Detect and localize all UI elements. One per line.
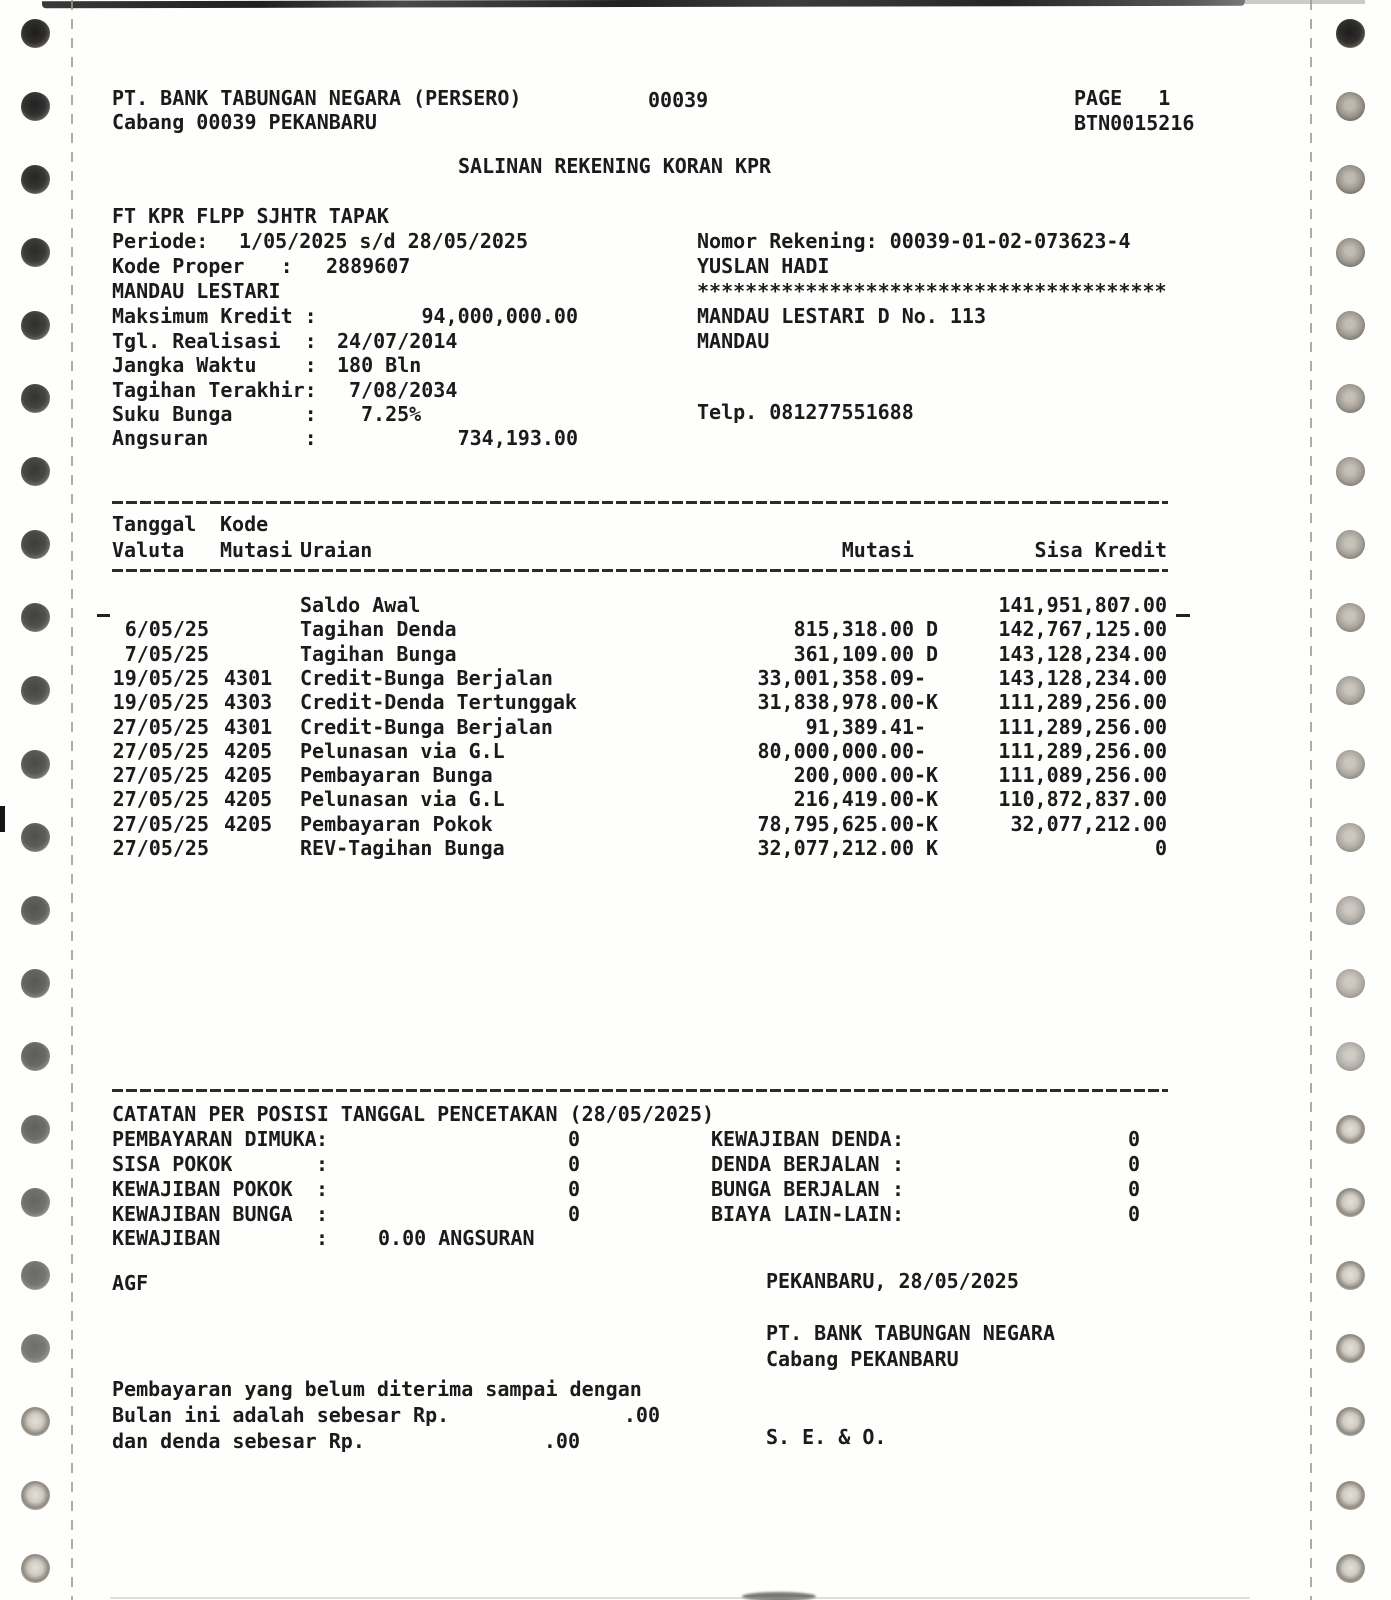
catatan-value: 0 bbox=[567, 1177, 580, 1201]
cell-kode: 4205 bbox=[224, 812, 273, 836]
address-line2: MANDAU bbox=[697, 329, 770, 353]
note-line2: Bulan ini adalah sebesar Rp. bbox=[112, 1403, 450, 1427]
cell-mutasi-suffix: D bbox=[914, 617, 939, 641]
cell-uraian: Pembayaran Pokok bbox=[300, 812, 493, 836]
cell-kode: 4303 bbox=[224, 690, 273, 714]
catatan-colon: : bbox=[316, 1152, 329, 1176]
punch-hole-left bbox=[21, 457, 50, 486]
seo-label: S. E. & O. bbox=[766, 1425, 887, 1449]
kode-proper-label: Kode Proper : bbox=[112, 254, 293, 278]
cell-uraian: REV-Tagihan Bunga bbox=[300, 836, 505, 860]
kewajiban-label: KEWAJIBAN bbox=[112, 1226, 221, 1250]
address-line1: MANDAU LESTARI D No. 113 bbox=[697, 304, 986, 328]
cell-sisa-kredit: 143,128,234.00 bbox=[998, 642, 1167, 666]
punch-hole-right bbox=[1336, 676, 1365, 705]
cell-mutasi-suffix: - bbox=[914, 715, 927, 739]
cell-valuta: 6/05/25 bbox=[124, 617, 209, 641]
punch-hole-left bbox=[21, 238, 50, 267]
punch-hole-left bbox=[21, 1042, 50, 1071]
punch-hole-left bbox=[21, 1481, 50, 1510]
page-title: SALINAN REKENING KORAN KPR bbox=[458, 154, 772, 178]
cell-mutasi-suffix: - bbox=[914, 739, 927, 763]
margin-tick-right bbox=[1176, 614, 1190, 617]
catatan-label: SISA POKOK bbox=[112, 1152, 233, 1176]
catatan-value: 0 bbox=[1127, 1202, 1140, 1226]
cell-sisa-kredit: 141,951,807.00 bbox=[998, 593, 1167, 617]
angsuran-value: 734,193.00 bbox=[457, 426, 578, 450]
punch-hole-left bbox=[21, 1407, 50, 1436]
cell-sisa-kredit: 143,128,234.00 bbox=[998, 666, 1167, 690]
catatan-label: KEWAJIBAN POKOK bbox=[112, 1177, 293, 1201]
cell-valuta: 27/05/25 bbox=[112, 787, 209, 811]
perforation-line-right bbox=[1310, 0, 1312, 1600]
catatan-value: 0 bbox=[567, 1202, 580, 1226]
punch-hole-right bbox=[1336, 92, 1365, 121]
punch-hole-right bbox=[1336, 896, 1365, 925]
punch-hole-right bbox=[1336, 311, 1365, 340]
punch-hole-right bbox=[1336, 1334, 1365, 1363]
catatan-value: 0 bbox=[1127, 1177, 1140, 1201]
cell-valuta: 27/05/25 bbox=[112, 763, 209, 787]
cell-sisa-kredit: 142,767,125.00 bbox=[998, 617, 1167, 641]
cell-valuta: 19/05/25 bbox=[112, 666, 209, 690]
cell-kode: 4205 bbox=[224, 739, 273, 763]
suku-bunga-label: Suku Bunga : bbox=[112, 402, 317, 426]
cell-valuta: 27/05/25 bbox=[112, 812, 209, 836]
cell-sisa-kredit: 111,289,256.00 bbox=[998, 739, 1167, 763]
tgl-realisasi-value: 24/07/2014 bbox=[337, 329, 458, 353]
punch-hole-left bbox=[21, 969, 50, 998]
cell-uraian: Tagihan Bunga bbox=[300, 642, 457, 666]
scan-streak-bottom bbox=[110, 1597, 1250, 1599]
punch-hole-left bbox=[21, 384, 50, 413]
signature-bank-name: PT. BANK TABUNGAN NEGARA bbox=[766, 1321, 1055, 1345]
customer-name: YUSLAN HADI bbox=[697, 254, 830, 278]
masked-line: *************************************** bbox=[697, 279, 1167, 303]
punch-hole-left bbox=[21, 676, 50, 705]
catatan-value: 0 bbox=[567, 1127, 580, 1151]
punch-hole-left bbox=[21, 603, 50, 632]
punch-hole-left bbox=[21, 1334, 50, 1363]
cell-kode: 4205 bbox=[224, 763, 273, 787]
cell-uraian: Tagihan Denda bbox=[300, 617, 457, 641]
punch-hole-left bbox=[21, 1261, 50, 1290]
cell-mutasi: 80,000,000.00 bbox=[757, 739, 914, 763]
punch-hole-right bbox=[1336, 1261, 1365, 1290]
punch-hole-left bbox=[21, 530, 50, 559]
jangka-waktu-value: 180 Bln bbox=[337, 353, 422, 377]
punch-hole-right bbox=[1336, 457, 1365, 486]
project-name: MANDAU LESTARI bbox=[112, 279, 281, 303]
punch-hole-left bbox=[21, 1115, 50, 1144]
cell-mutasi-suffix: K bbox=[914, 836, 939, 860]
catatan-label: KEWAJIBAN DENDA bbox=[711, 1127, 892, 1151]
catatan-colon: : bbox=[892, 1127, 905, 1151]
cell-uraian: Pembayaran Bunga bbox=[300, 763, 493, 787]
cell-valuta: 27/05/25 bbox=[112, 836, 209, 860]
col-header-tanggal: Tanggal bbox=[112, 512, 197, 536]
catatan-colon: : bbox=[316, 1177, 329, 1201]
note-line2-value: .00 bbox=[623, 1403, 660, 1427]
cell-mutasi-suffix: -K bbox=[914, 787, 939, 811]
col-header-kode: Kode bbox=[220, 512, 269, 536]
catatan-label: BIAYA LAIN-LAIN bbox=[711, 1202, 892, 1226]
jangka-waktu-label: Jangka Waktu : bbox=[112, 353, 317, 377]
cell-mutasi: 91,389.41 bbox=[805, 715, 914, 739]
cell-mutasi: 815,318.00 bbox=[793, 617, 914, 641]
catatan-value: 0 bbox=[567, 1152, 580, 1176]
cell-sisa-kredit: 111,089,256.00 bbox=[998, 763, 1167, 787]
cell-sisa-kredit: 111,289,256.00 bbox=[998, 690, 1167, 714]
signature-branch: Cabang PEKANBARU bbox=[766, 1347, 959, 1371]
col-header-uraian: Uraian bbox=[300, 538, 373, 562]
catatan-colon: : bbox=[316, 1202, 329, 1226]
cell-uraian: Credit-Bunga Berjalan bbox=[300, 715, 553, 739]
cell-mutasi: 33,001,358.09 bbox=[757, 666, 914, 690]
catatan-label: KEWAJIBAN BUNGA bbox=[112, 1202, 293, 1226]
catatan-colon: : bbox=[892, 1152, 905, 1176]
punch-hole-right bbox=[1336, 1554, 1365, 1583]
cell-mutasi: 200,000.00 bbox=[793, 763, 914, 787]
punch-hole-right bbox=[1336, 823, 1365, 852]
cell-mutasi: 361,109.00 bbox=[793, 642, 914, 666]
cell-mutasi: 78,795,625.00 bbox=[757, 812, 914, 836]
tagihan-terakhir-label: Tagihan Terakhir: bbox=[112, 378, 317, 402]
catatan-value: 0 bbox=[1127, 1152, 1140, 1176]
punch-hole-right bbox=[1336, 969, 1365, 998]
cell-uraian: Pelunasan via G.L bbox=[300, 787, 505, 811]
margin-tick-left bbox=[97, 614, 110, 617]
punch-hole-right bbox=[1336, 1407, 1365, 1436]
cell-uraian: Credit-Bunga Berjalan bbox=[300, 666, 553, 690]
cell-kode: 4301 bbox=[224, 715, 273, 739]
note-line1: Pembayaran yang belum diterima sampai dengan bbox=[112, 1377, 642, 1401]
cell-mutasi: 32,077,212.00 bbox=[757, 836, 914, 860]
catatan-value: 0 bbox=[1127, 1127, 1140, 1151]
cell-kode: 4205 bbox=[224, 787, 273, 811]
punch-hole-right bbox=[1336, 1188, 1365, 1217]
cell-mutasi-suffix: -K bbox=[914, 763, 939, 787]
cell-sisa-kredit: 110,872,837.00 bbox=[998, 787, 1167, 811]
cell-mutasi-suffix: -K bbox=[914, 690, 939, 714]
punch-hole-right bbox=[1336, 1115, 1365, 1144]
punch-hole-left bbox=[21, 750, 50, 779]
punch-hole-left bbox=[21, 896, 50, 925]
col-header-mutasi: Mutasi bbox=[841, 538, 914, 562]
agf-label: AGF bbox=[112, 1271, 149, 1295]
cell-valuta: 27/05/25 bbox=[112, 715, 209, 739]
cell-valuta: 27/05/25 bbox=[112, 739, 209, 763]
catatan-label: PEMBAYARAN DIMUKA bbox=[112, 1127, 317, 1151]
angsuran-label: Angsuran : bbox=[112, 426, 317, 450]
cell-valuta: 19/05/25 bbox=[112, 690, 209, 714]
page-number: PAGE 1 bbox=[1074, 86, 1171, 110]
punch-hole-right bbox=[1336, 1481, 1365, 1510]
cell-sisa-kredit: 111,289,256.00 bbox=[998, 715, 1167, 739]
nomor-rekening-value: 00039-01-02-073623-4 bbox=[889, 229, 1131, 253]
scan-edge-top bbox=[42, 0, 1245, 8]
note-line3-value: .00 bbox=[543, 1429, 580, 1453]
maksimum-kredit-value: 94,000,000.00 bbox=[421, 304, 578, 328]
kewajiban-colon: : bbox=[316, 1226, 329, 1250]
col-header-sisa-kredit: Sisa Kredit bbox=[1034, 538, 1167, 562]
punch-hole-left bbox=[21, 19, 50, 48]
cell-mutasi-suffix: -K bbox=[914, 812, 939, 836]
phone-line: Telp. 081277551688 bbox=[697, 400, 914, 424]
punch-hole-right bbox=[1336, 165, 1365, 194]
cell-valuta: 7/05/25 bbox=[124, 642, 209, 666]
punch-hole-left bbox=[21, 311, 50, 340]
cell-kode: 4301 bbox=[224, 666, 273, 690]
nomor-rekening-label: Nomor Rekening: bbox=[697, 229, 878, 253]
punch-hole-right bbox=[1336, 19, 1365, 48]
punch-hole-right bbox=[1336, 384, 1365, 413]
punch-hole-right bbox=[1336, 530, 1365, 559]
maksimum-kredit-label: Maksimum Kredit : bbox=[112, 304, 317, 328]
catatan-label: DENDA BERJALAN bbox=[711, 1152, 880, 1176]
rule-catatan bbox=[112, 1089, 1168, 1092]
bank-name: PT. BANK TABUNGAN NEGARA (PERSERO) bbox=[112, 86, 522, 110]
punch-hole-right bbox=[1336, 238, 1365, 267]
cell-mutasi-suffix: D bbox=[914, 642, 939, 666]
punch-hole-right bbox=[1336, 750, 1365, 779]
rule-top bbox=[112, 501, 1168, 504]
catatan-colon: : bbox=[316, 1127, 329, 1151]
branch-code: 00039 bbox=[648, 88, 709, 112]
cell-uraian: Credit-Denda Tertunggak bbox=[300, 690, 577, 714]
punch-hole-left bbox=[21, 165, 50, 194]
punch-hole-left bbox=[21, 92, 50, 121]
document-code: BTN0015216 bbox=[1074, 111, 1195, 135]
cell-sisa-kredit: 32,077,212.00 bbox=[1010, 812, 1167, 836]
cell-uraian: Saldo Awal bbox=[300, 593, 421, 617]
product-name: FT KPR FLPP SJHTR TAPAK bbox=[112, 204, 389, 228]
cell-mutasi: 216,419.00 bbox=[793, 787, 914, 811]
punch-hole-right bbox=[1336, 603, 1365, 632]
punch-hole-left bbox=[21, 1554, 50, 1583]
catatan-label: BUNGA BERJALAN bbox=[711, 1177, 880, 1201]
catatan-colon: : bbox=[892, 1177, 905, 1201]
rule-header-bottom bbox=[112, 569, 1168, 572]
periode-label: Periode: bbox=[112, 229, 209, 253]
city-date: PEKANBARU, 28/05/2025 bbox=[766, 1269, 1019, 1293]
col-header-mutasi-sub: Mutasi bbox=[220, 538, 293, 562]
cell-uraian: Pelunasan via G.L bbox=[300, 739, 505, 763]
col-header-valuta: Valuta bbox=[112, 538, 185, 562]
nomor-rekening-line bbox=[697, 229, 1131, 253]
cell-sisa-kredit: 0 bbox=[1154, 836, 1167, 860]
tagihan-terakhir-value: 7/08/2034 bbox=[349, 378, 458, 402]
note-line3: dan denda sebesar Rp. bbox=[112, 1429, 365, 1453]
punch-hole-right bbox=[1336, 1042, 1365, 1071]
perforation-line-left bbox=[71, 0, 73, 1600]
branch-line: Cabang 00039 PEKANBARU bbox=[112, 110, 377, 134]
kode-proper-value: 2889607 bbox=[326, 254, 411, 278]
tgl-realisasi-label: Tgl. Realisasi : bbox=[112, 329, 317, 353]
periode-value: 1/05/2025 s/d 28/05/2025 bbox=[239, 229, 528, 253]
scan-edge-tick bbox=[0, 806, 5, 832]
cell-mutasi: 31,838,978.00 bbox=[757, 690, 914, 714]
punch-hole-left bbox=[21, 823, 50, 852]
suku-bunga-value: 7.25% bbox=[361, 402, 422, 426]
kewajiban-value: 0.00 ANGSURAN bbox=[378, 1226, 535, 1250]
punch-hole-left bbox=[21, 1188, 50, 1217]
cell-mutasi-suffix: - bbox=[914, 666, 927, 690]
catatan-title: CATATAN PER POSISI TANGGAL PENCETAKAN (28/05/2025) bbox=[112, 1102, 715, 1126]
catatan-colon: : bbox=[892, 1202, 905, 1226]
scan-edge-top-right bbox=[1245, 0, 1365, 4]
